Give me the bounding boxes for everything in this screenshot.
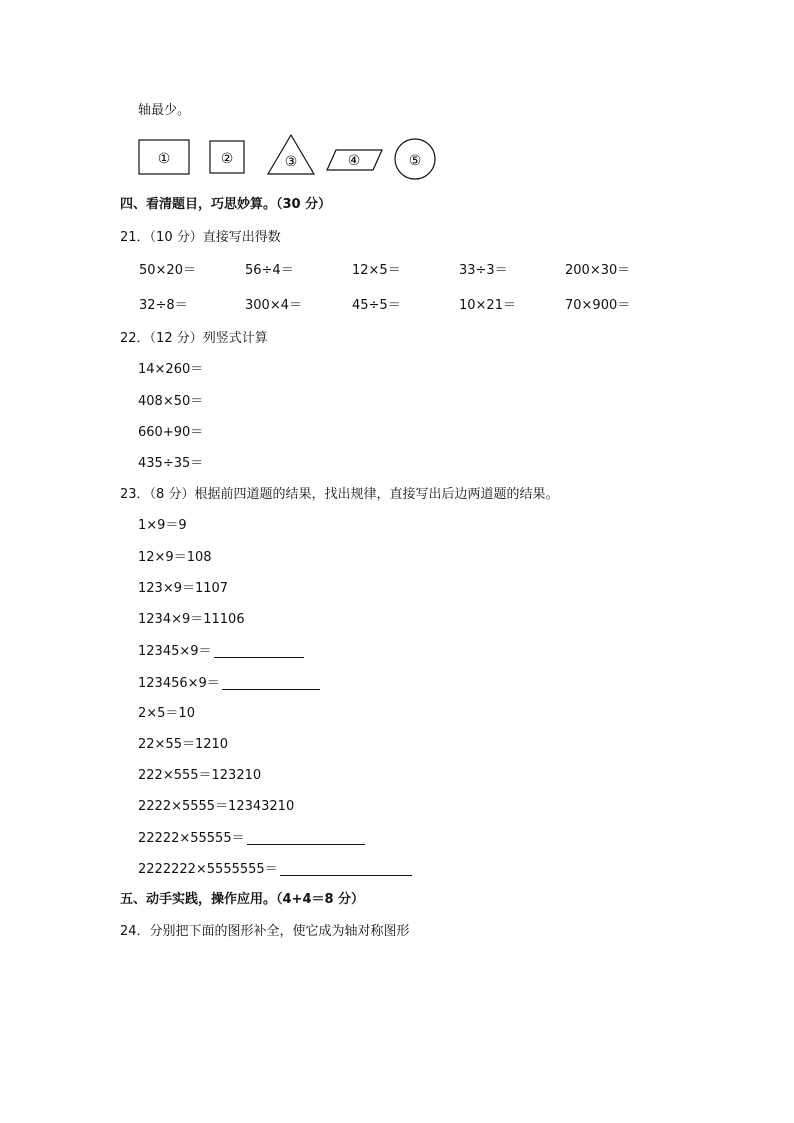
shape-label-3: ③ [284,154,298,170]
q23-g2-1: 2×5＝10 [138,706,195,721]
q23-title: 23．（8 分）根据前四道题的结果，找出规律，直接写出后边两道题的结果。 [120,487,559,502]
q21-r1-4: 33÷3＝ [459,263,508,278]
q23-g2-4: 2222×5555＝12343210 [138,799,295,814]
q21-r1-3: 12×5＝ [352,263,401,278]
section5-heading: 五、动手实践，操作应用。（4+4＝8 分） [120,892,365,907]
q21-r1-1: 50×20＝ [139,263,196,278]
q21-title: 21．（10 分）直接写出得数 [120,230,281,245]
q23-g1-4: 1234×9＝11106 [138,612,245,627]
q23-g2-3: 222×555＝123210 [138,768,262,783]
q24-title: 24．分别把下面的图形补全，使它成为轴对称图形 [120,924,410,939]
q23-g2-5 [138,831,365,845]
q21-r2-2: 300×4＝ [245,298,302,313]
answer-blank[interactable] [280,862,412,876]
shape-label-4: ④ [347,153,361,169]
shape-label-5: ⑤ [408,153,422,169]
q23-g1-2: 12×9＝108 [138,550,212,565]
q22-item-2: 408×50＝ [138,394,204,409]
section4-heading: 四、看清题目，巧思妙算。（30 分） [120,197,332,212]
q23-g1-5 [138,644,304,658]
shape-label-1: ① [157,151,171,167]
q22-item-1: 14×260＝ [138,362,204,377]
q21-r2-5: 70×900＝ [565,298,631,313]
answer-blank[interactable] [247,831,365,845]
q23-g1-5-text: 12345×9＝ [138,644,212,659]
q21-r2-3: 45÷5＝ [352,298,401,313]
q23-g1-6 [138,676,320,690]
q22-item-4: 435÷35＝ [138,456,204,471]
q23-g2-6-text: 2222222×5555555＝ [138,862,278,877]
intro-line: 轴最少。 [138,103,191,118]
answer-blank[interactable] [214,644,304,658]
q23-g1-1: 1×9＝9 [138,518,187,533]
q21-r1-5: 200×30＝ [565,263,631,278]
q22-item-3: 660+90＝ [138,425,204,440]
shapes-figure [0,130,794,186]
q21-r2-1: 32÷8＝ [139,298,188,313]
q23-g2-5-text: 22222×55555＝ [138,831,245,846]
q23-g1-6-text: 123456×9＝ [138,676,220,691]
q22-title: 22．（12 分）列竖式计算 [120,331,268,346]
answer-blank[interactable] [222,676,320,690]
q23-g2-6 [138,862,412,876]
q21-r2-4: 10×21＝ [459,298,516,313]
shape-label-2: ② [220,151,234,167]
q23-g1-3: 123×9＝1107 [138,581,229,596]
q23-g2-2: 22×55＝1210 [138,737,229,752]
q21-r1-2: 56÷4＝ [245,263,294,278]
